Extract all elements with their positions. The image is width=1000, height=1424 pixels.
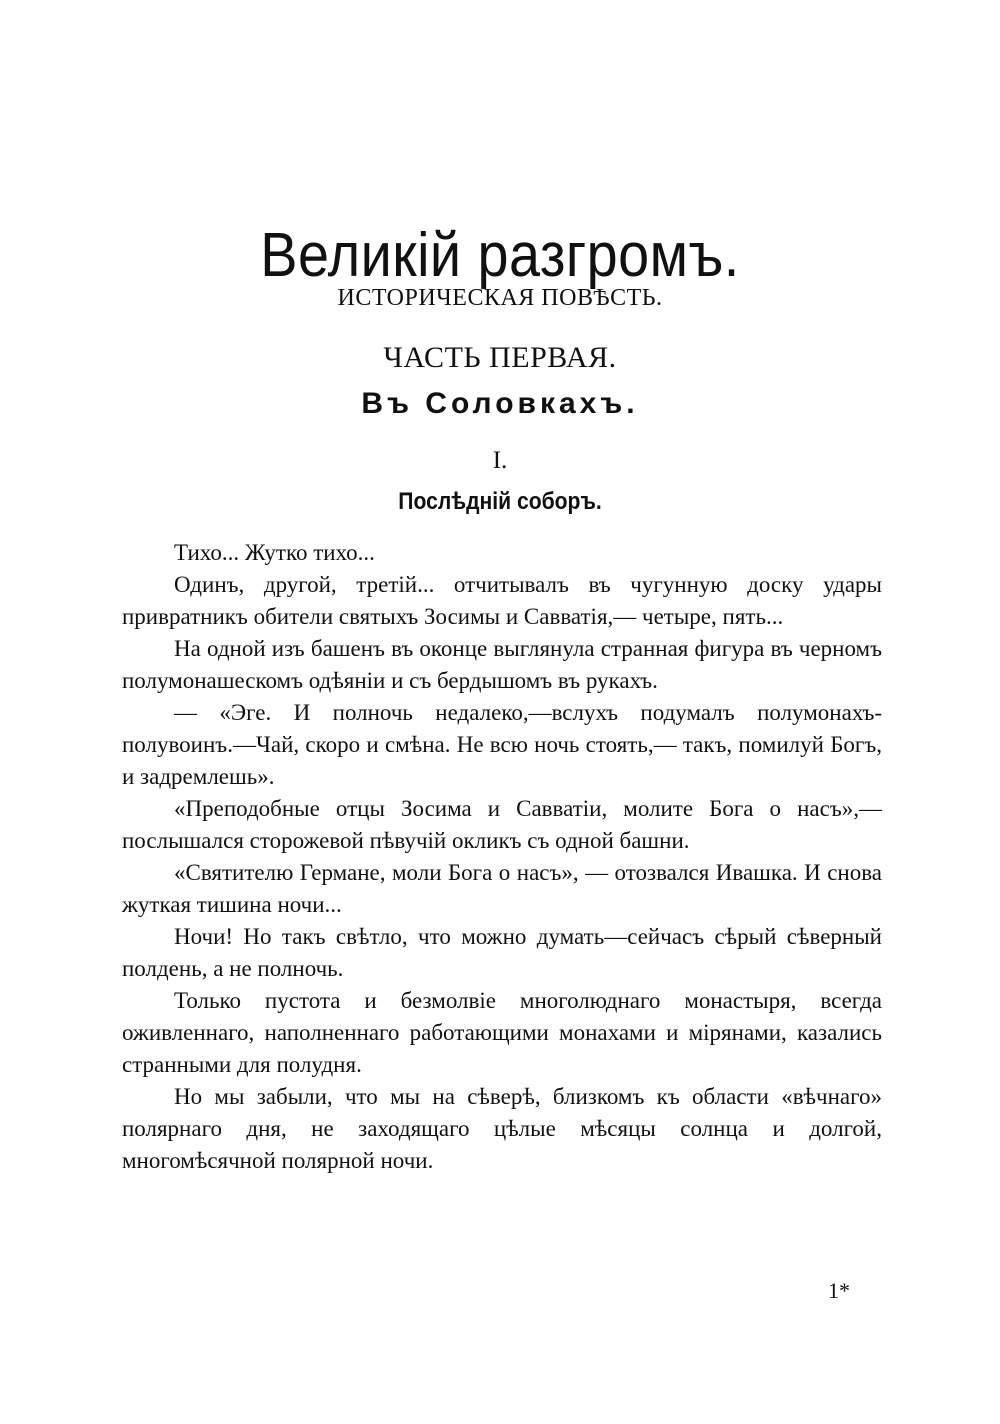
page-number: 1* [828,1278,850,1303]
chapter-number: I. [492,447,508,474]
paragraph: «Святителю Германе, моли Бога о насъ», — отозвался Ивашка. И снова жуткая тишина ночи... [122,860,882,917]
book-title: Великій разгромъ. [260,220,740,290]
section-heading: Въ Соловкахъ. [361,387,639,420]
part-heading: ЧАСТЬ ПЕРВАЯ. [383,341,617,374]
paragraph: Тихо... Жутко тихо... [174,540,375,565]
paragraph: Одинъ, другой, третій... отчитывалъ въ чугунную доску удары привратникъ обители святыхъ Зосимы и Савватія,— четыре, пять... [122,572,882,629]
paragraph: «Преподобные отцы Зосима и Савватіи, молите Бога о насъ»,—послышался сторожевой пѣвучій окликъ съ одной башни. [122,796,882,853]
chapter-body [122,537,882,1177]
paragraph: Но мы забыли, что мы на сѣверѣ, близкомъ къ области «вѣчнаго» полярнаго дня, не заходящаго цѣлые мѣсяцы солнца и долгой, многомѣсячной полярной ночи. [122,1084,882,1173]
chapter-title: Послѣдній соборъ. [398,488,602,515]
book-subtitle: ИСТОРИЧЕСКАЯ ПОВѢСТЬ. [337,285,663,311]
paragraph: — «Эге. И полночь недалеко,—вслухъ подумалъ полумонахъ-полувоинъ.—Чай, скоро и смѣна. Не всю ночь стоять,— такъ, помилуй Богъ, и задремлешь». [122,700,882,789]
paragraph: Только пустота и безмолвіе многолюднаго монастыря, всегда оживленнаго, наполненнаго работающими монахами и мірянами, казались странными для полудня. [122,988,882,1077]
paragraph: Ночи! Но такъ свѣтло, что можно думать—сейчасъ сѣрый сѣверный полдень, а не полночь. [122,924,882,981]
paragraph: На одной изъ башенъ въ оконце выглянула странная фигура въ черномъ полумонашескомъ одѣяніи и съ бердышомъ въ рукахъ. [122,636,882,693]
